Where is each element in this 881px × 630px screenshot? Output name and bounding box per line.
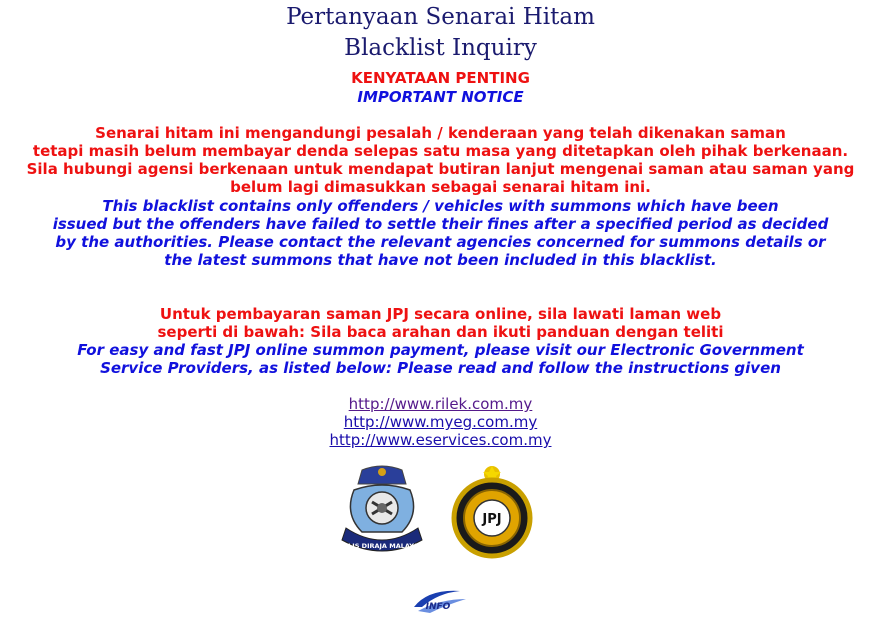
text-line: belum lagi dimasukkan sebagai senarai hitam ini. <box>230 178 651 196</box>
text-line: Service Providers, as listed below: Please read and follow the instructions given <box>100 359 781 377</box>
text-line: seperti di bawah: Sila baca arahan dan ikuti panduan dengan teliti <box>157 323 724 341</box>
text-line: issued but the offenders have failed to settle their fines after a specified period as decided <box>52 215 829 233</box>
text-line: Senarai hitam ini mengandungi pesalah / kenderaan yang telah dikenakan saman <box>95 124 786 142</box>
info-logo-icon <box>408 585 472 619</box>
link-myeg[interactable]: http://www.myeg.com.my <box>343 413 538 431</box>
text-line: Sila hubungi agensi berkenaan untuk mendapat butiran lanjut mengenai saman atau saman yang <box>26 160 855 178</box>
text-line: This blacklist contains only offenders / vehicles with summons which have been <box>102 197 779 215</box>
page-title <box>0 2 881 64</box>
important-notice-heading <box>0 69 881 107</box>
text-line: Untuk pembayaran saman JPJ secara online, sila lawati laman web <box>159 305 722 323</box>
payment-malay <box>0 305 881 341</box>
text-line: tetapi masih belum membayar denda selepas satu masa yang ditetapkan oleh pihak berkenaan. <box>32 142 849 160</box>
pdrm-ribbon-text: POLIS DIRAJA MALAYSIA <box>337 542 427 550</box>
info-text: INFO <box>425 602 451 612</box>
text-line: the latest summons that have not been included in this blacklist. <box>164 251 717 269</box>
link-rilek[interactable]: http://www.rilek.com.my <box>348 395 533 413</box>
title-malay: Pertanyaan Senarai Hitam <box>286 4 595 30</box>
notice-heading-english: IMPORTANT NOTICE <box>357 88 524 106</box>
notice-heading-malay: KENYATAAN PENTING <box>351 69 530 87</box>
payment-links <box>0 395 881 449</box>
text-line: For easy and fast JPJ online summon payment, please visit our Electronic Government <box>77 341 804 359</box>
title-english: Blacklist Inquiry <box>344 35 537 61</box>
description-english <box>0 197 881 269</box>
jpj-emblem-text: JPJ <box>482 512 502 527</box>
jpj-crest-icon <box>442 462 542 562</box>
payment-english <box>0 341 881 377</box>
pdrm-crest-icon <box>332 462 432 562</box>
description-malay <box>0 124 881 196</box>
agency-logos <box>332 462 542 562</box>
link-eservices[interactable]: http://www.eservices.com.my <box>329 431 552 449</box>
text-line: by the authorities. Please contact the relevant agencies concerned for summons details or <box>55 233 826 251</box>
